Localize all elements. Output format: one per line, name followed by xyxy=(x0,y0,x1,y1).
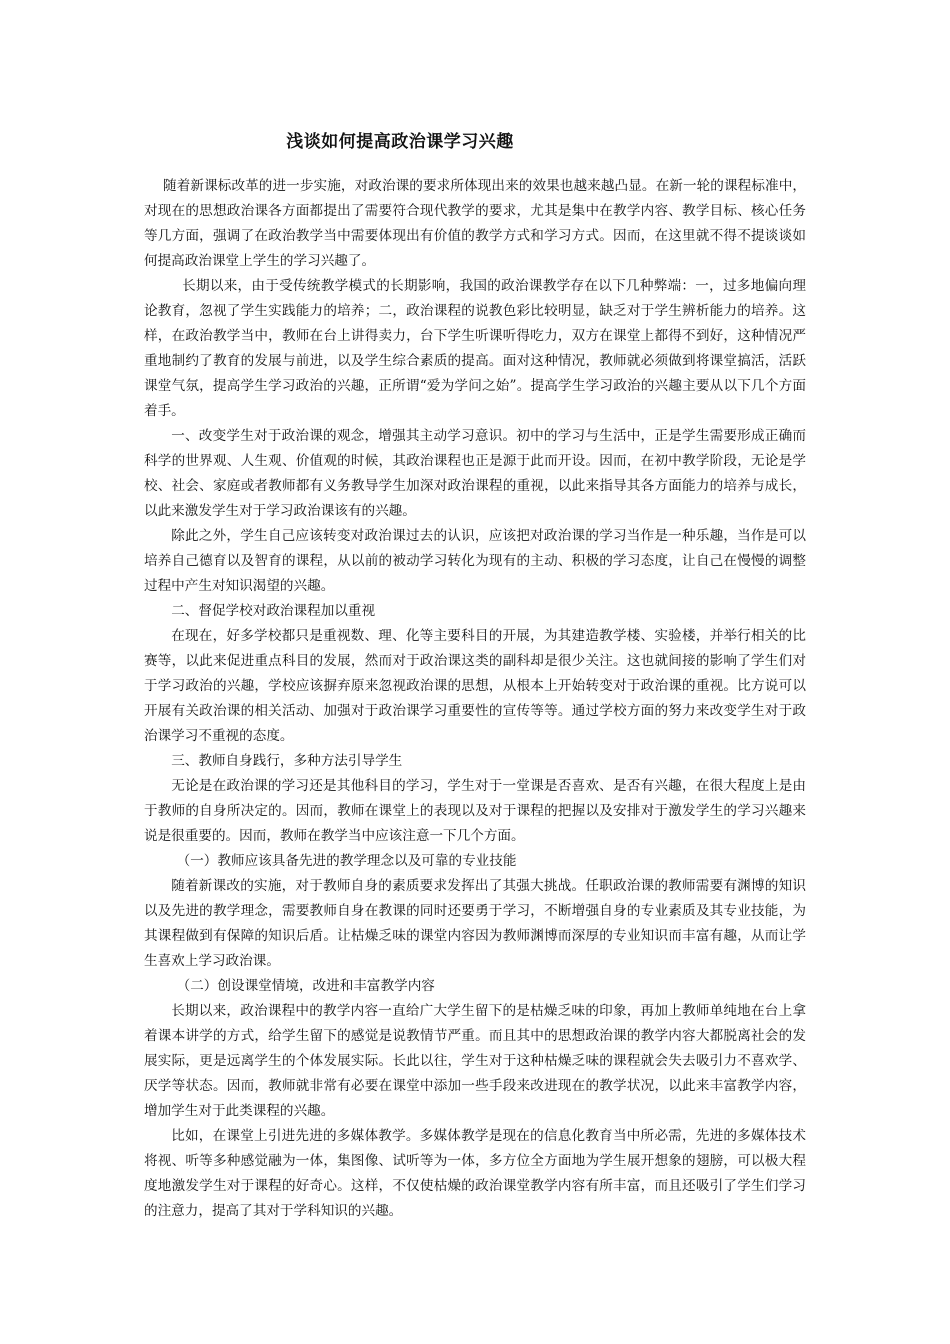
section-heading-3: 三、教师自身践行，多种方法引导学生 xyxy=(171,753,403,769)
paragraph-student-attitude: 除此之外，学生自己应该转变对政治课过去的认识，应该把对政治课的学习当作是一种乐趣，当作是可以培养自己德育以及智育的课程，从以前的被动学习转化为现有的主动、积极的学习态度，让自己在慢慢的调整过程中产生对知识渴望的兴趣。 xyxy=(144,528,806,594)
section-heading-2: 二、督促学校对政治课程加以重视 xyxy=(171,603,376,619)
paragraph-intro: 随着新课标改革的进一步实施，对政治课的要求所体现出来的效果也越来越凸显。在新一轮的课程标准中，对现在的思想政治课各方面都提出了需要符合现代教学的要求，尤其是集中在教学内容、教学目标、核心任务等几方面，强调了在政治教学当中需要体现出有价值的教学方式和学习方式。因而，在这里就不得不提谈谈如何提高政治课堂上学生的学习兴趣了。 xyxy=(144,178,806,269)
subsection-heading-2: （二）创设课堂情境，改进和丰富教学内容 xyxy=(176,978,435,994)
subsection-heading-1: （一）教师应该具备先进的教学理念以及可靠的专业技能 xyxy=(176,853,517,869)
paragraph-section-1: 一、改变学生对于政治课的观念，增强其主动学习意识。初中的学习与生活中，正是学生需要形成正确而科学的世界观、人生观、价值观的时候，其政治课程也正是源于此而开设。因而，在初中教学阶段，无论是学校、社会、家庭或者教师都有义务教导学生加深对政治课程的重视，以此来指导其各方面能力的培养与成长，以此来激发学生对于学习政治课该有的兴趣。 xyxy=(144,428,806,519)
document-title: 浅谈如何提高政治课学习兴趣 xyxy=(286,132,514,152)
paragraph-teacher-skills: 随着新课改的实施，对于教师自身的素质要求发挥出了其强大挑战。任职政治课的教师需要有渊博的知识以及先进的教学理念，需要教师自身在教课的同时还要勇于学习，不断增强自身的专业素质及其专业技能，为其课程做到有保障的知识后盾。让枯燥乏味的课堂内容因为教师渊博而深厚的专业知识而丰富有趣，从而让学生喜欢上学习政治课。 xyxy=(144,878,806,969)
paragraph-school-emphasis: 在现在，好多学校都只是重视数、理、化等主要科目的开展，为其建造教学楼、实验楼，并举行相关的比赛等，以此来促进重点科目的发展，然而对于政治课这类的副科却是很少关注。这也就间接的影响了学生们对于学习政治的兴趣，学校应该摒弃原来忽视政治课的思想，从根本上开始转变对于政治课的重视。比方说可以开展有关政治课的相关活动、加强对于政治课学习重要性的宣传等等。通过学校方面的努力来改变学生对于政治课学习不重视的态度。 xyxy=(144,628,806,744)
paragraph-teacher-role: 无论是在政治课的学习还是其他科目的学习，学生对于一堂课是否喜欢、是否有兴趣，在很大程度上是由于教师的自身所决定的。因而，教师在课堂上的表现以及对于课程的把握以及安排对于激发学生的学习兴趣来说是很重要的。因而，教师在教学当中应该注意一下几个方面。 xyxy=(144,778,806,844)
paragraph-teaching-content: 长期以来，政治课程中的教学内容一直给广大学生留下的是枯燥乏味的印象，再加上教师单纯地在台上拿着课本讲学的方式，给学生留下的感觉是说教情节严重。而且其中的思想政治课的教学内容大都脱离社会的发展实际，更是远离学生的个体发展实际。长此以往，学生对于这种枯燥乏味的课程就会失去吸引力不喜欢学、厌学等状态。因而，教师就非常有必要在课堂中添加一些手段来改进现在的教学状况，以此来丰富教学内容，增加学生对于此类课程的兴趣。 xyxy=(144,1003,806,1119)
paragraph-drawbacks: 长期以来，由于受传统教学模式的长期影响，我国的政治课教学存在以下几种弊端：一，过多地偏向理论教育，忽视了学生实践能力的培养；二，政治课程的说教色彩比较明显，缺乏对于学生辨析能力的培养。这样，在政治教学当中，教师在台上讲得卖力，台下学生听课听得吃力，双方在课堂上都得不到好，这种情况严重地制约了教育的发展与前进，以及学生综合素质的提高。面对这种情况，教师就必须做到将课堂搞活，活跃课堂气氛，提高学生学习政治的兴趣，正所谓“爱为学问之始”。提高学生学习政治的兴趣主要从以下几个方面着手。 xyxy=(144,278,806,419)
paragraph-multimedia: 比如，在课堂上引进先进的多媒体教学。多媒体教学是现在的信息化教育当中所必需，先进的多媒体技术将视、听等多种感觉融为一体，集图像、试听等为一体，多方位全方面地为学生展开想象的翅膀，可以极大程度地激发学生对于课程的好奇心。这样，不仅使枯燥的政治课堂教学内容有所丰富，而且还吸引了学生们学习的注意力，提高了其对于学科知识的兴趣。 xyxy=(144,1128,806,1219)
document-body xyxy=(144,174,806,1224)
